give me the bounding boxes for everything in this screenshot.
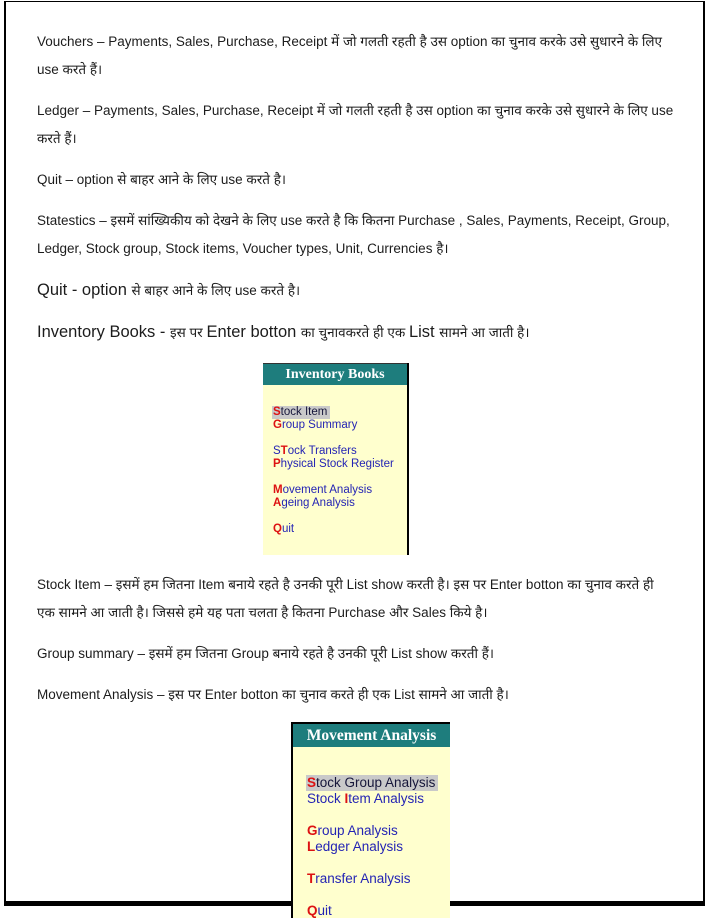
text-segment: Stock Item – इसमें हम जितना Item बनाये रहते है उनकी पूरी List show करती है। इस पर Enter botton का चुनाव करते ही एक सामने आ जाती है। जिससे हमे यह पता चलता है कितना Purchase और Sales किये है। <box>37 577 654 620</box>
menu-item-stock-item-analysis[interactable] <box>306 791 448 807</box>
menu-item-stock-item[interactable] <box>272 406 405 419</box>
paragraph-vouchers <box>37 28 675 84</box>
hotkey-letter: T <box>280 445 288 457</box>
menu-item-stock-transfers[interactable] <box>272 445 405 458</box>
paragraph-stock-item <box>37 571 675 627</box>
hotkey-letter: S <box>307 775 317 790</box>
paragraph-statestics <box>37 207 675 263</box>
menu-item-group-summary[interactable] <box>272 419 405 432</box>
menu-item-label: Movement Analysis <box>273 484 373 496</box>
menu-item-movement-analysis[interactable] <box>272 484 405 497</box>
menu-item-label: Quit <box>307 903 332 918</box>
menu-item-quit[interactable] <box>272 523 405 536</box>
paragraph-quit-2 <box>37 276 675 305</box>
movement-analysis-menu-title: Movement Analysis <box>293 724 450 747</box>
paragraph-group-summary <box>37 640 675 668</box>
document-content <box>6 2 703 918</box>
paragraph-movement-analysis <box>37 681 675 709</box>
menu-item-label: Group Summary <box>273 419 358 431</box>
menu-item-ageing-analysis[interactable] <box>272 497 405 510</box>
inventory-books-menu-items <box>263 385 407 555</box>
hotkey-letter: A <box>273 497 282 509</box>
menu-item-stock-group-analysis[interactable] <box>306 775 448 791</box>
menu-item-physical-stock-register[interactable] <box>272 458 405 471</box>
text-segment: सामने आ जाती है। <box>439 325 530 340</box>
menu-item-label: Stock Group Analysis <box>306 775 438 791</box>
text-segment: Inventory Books - <box>37 323 170 341</box>
menu-item-label: STock Transfers <box>273 445 357 457</box>
paragraph-ledger <box>37 97 675 153</box>
document-page <box>4 1 705 918</box>
movement-analysis-menu <box>291 722 450 918</box>
menu-item-label: Physical Stock Register <box>273 458 394 470</box>
menu-item-label: Stock Item <box>272 406 330 419</box>
menu-item-ledger-analysis[interactable] <box>306 839 448 855</box>
text-segment: का चुनावकरते ही एक <box>300 325 409 340</box>
text-segment: Enter botton <box>206 323 301 341</box>
menu-item-label: Transfer Analysis <box>307 871 411 886</box>
paragraph-group-bottom <box>37 571 675 709</box>
movement-analysis-menu-items <box>293 747 450 918</box>
hotkey-letter: L <box>307 839 316 854</box>
text-segment: Vouchers – Payments, Sales, Purchase, Receipt में जो गलती रहती है उस option का चुनाव करके उसे सुधारने के लिए use करते हैं। <box>37 34 662 77</box>
text-segment: इस पर <box>169 325 207 340</box>
menu-item-transfer-analysis[interactable] <box>306 871 448 887</box>
paragraph-inventory-books <box>37 318 675 347</box>
hotkey-letter: P <box>273 458 281 470</box>
paragraph-quit <box>37 166 675 194</box>
hotkey-letter: G <box>273 419 282 431</box>
hotkey-letter: S <box>273 406 281 418</box>
text-segment: Group summary – इसमें हम जितना Group बनाये रहते है उनकी पूरी List show करती हैं। <box>37 646 494 661</box>
menu-item-label: Stock Item Analysis <box>307 791 425 806</box>
hotkey-letter: Q <box>307 903 318 918</box>
text-segment: List <box>408 323 440 341</box>
menu-item-label: Ageing Analysis <box>273 497 355 509</box>
text-segment: Statestics – इसमें सांख्यिकीय को देखने के लिए use करते है कि कितना Purchase , Sales, Payments, Receipt, Group, Ledger, Stock group, Stock items, Voucher types, Unit, Currencies है। <box>37 213 670 256</box>
text-segment: से बाहर आने के लिए use करते है। <box>131 283 301 298</box>
menu-item-label: Ledger Analysis <box>307 839 404 854</box>
hotkey-letter: Q <box>273 523 282 535</box>
hotkey-letter: I <box>344 791 349 806</box>
inventory-books-menu-title: Inventory Books <box>263 363 407 385</box>
text-segment: Movement Analysis – इस पर Enter botton का चुनाव करते ही एक List सामने आ जाती है। <box>37 687 509 702</box>
menu-item-quit[interactable] <box>306 903 448 918</box>
text-segment: Ledger – Payments, Sales, Purchase, Receipt में जो गलती रहती है उस option का चुनाव करके उसे सुधारने के लिए use करते हैं। <box>37 103 674 146</box>
inventory-books-menu <box>263 363 409 555</box>
hotkey-letter: G <box>307 823 318 838</box>
hotkey-letter: T <box>307 871 316 886</box>
menu-item-label: Group Analysis <box>307 823 398 838</box>
menu-item-label: Quit <box>273 523 295 535</box>
text-segment: Quit – option से बाहर आने के लिए use करते है। <box>37 172 286 187</box>
hotkey-letter: M <box>273 484 283 496</box>
paragraph-group-top <box>37 28 675 347</box>
menu-item-group-analysis[interactable] <box>306 823 448 839</box>
text-segment: Quit - option <box>37 281 132 299</box>
